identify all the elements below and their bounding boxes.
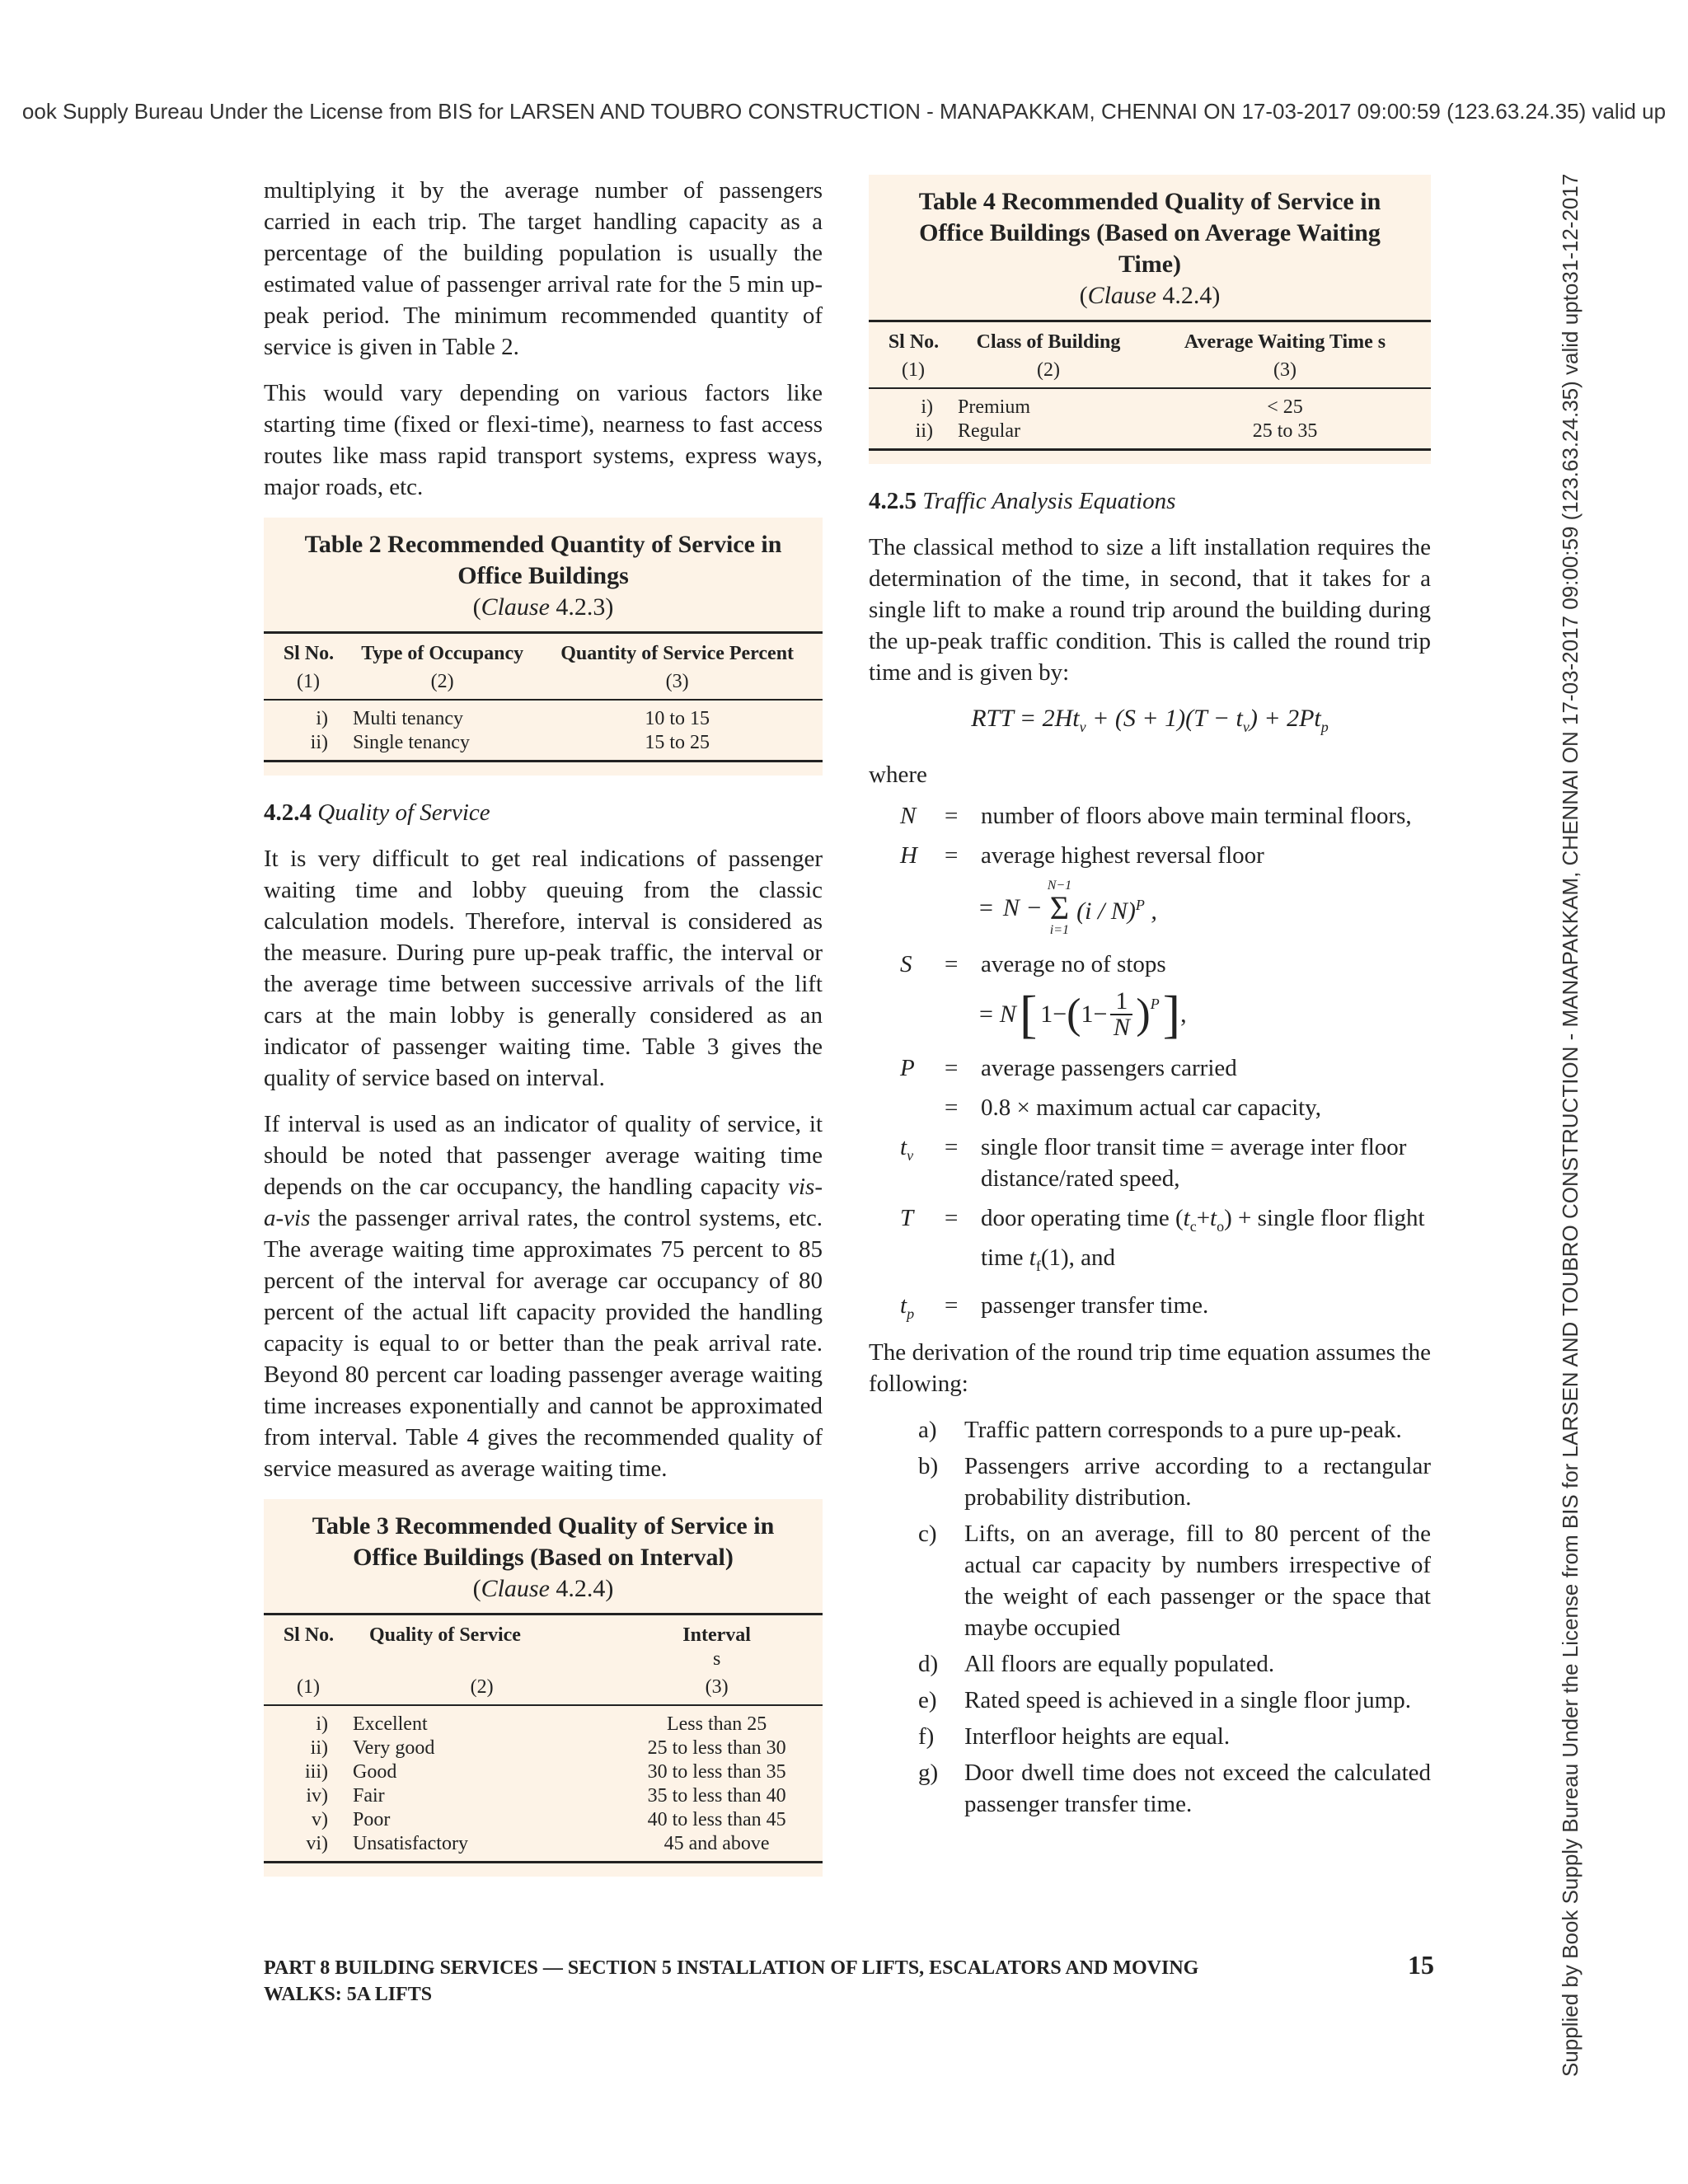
list-item: f) Interfloor heights are equal.: [918, 1723, 1231, 1750]
column-number: (2): [353, 667, 532, 700]
definition-S: S = average no of stops: [900, 951, 1166, 977]
column-number: (1): [869, 355, 958, 388]
column-number: (3): [611, 1672, 823, 1705]
paragraph: The classical method to size a lift installation requires the determination of the time, in second, that it takes for a single lift to make a round trip around the building during the up-peak traffic condition. This is called the round trip time and is given by:: [869, 534, 1431, 686]
table-row: i) Excellent Less than 25: [316, 1713, 767, 1735]
table-clause: (Clause 4.2.4): [1079, 282, 1221, 309]
definition-N: N = number of floors above main terminal floors,: [900, 803, 1412, 829]
column-header: Sl No.: [264, 633, 353, 668]
table-2: [264, 518, 823, 776]
column-header: Quality of Service: [353, 1615, 611, 1673]
list-item: d) All floors are equally populated.: [918, 1651, 1275, 1678]
page-number: 15: [1408, 1950, 1434, 1980]
list-item: c) Lifts, on an average, fill to 80 percent of the actual car capacity by numbers irrespective of the weight of each passenger or the space that maybe occupied: [918, 1521, 1431, 1642]
footer-text: PART 8 BUILDING SERVICES — SECTION 5 INSTALLATION OF LIFTS, ESCALATORS AND MOVING WALKS: 5A LIFTS: [264, 1957, 1199, 2005]
table-row: ii) Single tenancy 15 to 25: [264, 731, 823, 762]
definition-P-value: = 0.8 × maximum actual car capacity,: [945, 1094, 1322, 1121]
definition-H: H = average highest reversal floor: [900, 842, 1264, 869]
definition-P: P = average passengers carried: [900, 1055, 1237, 1081]
paragraph: multiplying it by the average number of passengers carried in each trip. The target handling capacity as a percentage of the building population is usually the estimated value of passenger arrival rate for the 5 min up-peak period. The minimum recommended quantity of service is given in Table 2.: [264, 177, 823, 360]
list-item: g) Door dwell time does not exceed the calculated passenger transfer time.: [918, 1760, 1431, 1818]
list-item: e) Rated speed is achieved in a single floor jump.: [918, 1687, 1411, 1714]
table-caption: Table 2 Recommended Quantity of Service in Office Buildings: [304, 531, 782, 589]
table-row: i) Multi tenancy 10 to 15: [316, 708, 710, 729]
paragraph: The derivation of the round trip time equation assumes the following:: [869, 1339, 1431, 1398]
list-item: a) Traffic pattern corresponds to a pure up-peak.: [918, 1417, 1402, 1444]
table-clause: (Clause 4.2.4): [472, 1575, 614, 1602]
right-column: [869, 175, 1431, 1825]
data-table: [869, 320, 1431, 451]
left-column: [264, 175, 823, 1891]
assumptions-list: [918, 1414, 1431, 1820]
column-number: (1): [264, 667, 353, 700]
definition-tp: $t_p$ = passenger transfer time.: [900, 1291, 1209, 1322]
where-label: where: [869, 762, 927, 788]
paragraph: If interval is used as an indicator of quality of service, it should be noted that passenger average waiting time depends on the car occupancy, the handling capacity vis-a-vis the passenger arrival rates, the control systems, etc. The average waiting time approximates 75 percent to 85 percent of the interval for average car occupancy of 80 percent of the actual lift capacity provided the handling capacity is equal to or better than the peak arrival rate. Beyond 80 percent car loading passenger average waiting time increases exponentially and cannot be approximated from interval. Table 4 gives the recommended quality of service measured as average waiting time.: [264, 1111, 823, 1482]
column-number: (2): [958, 355, 1139, 388]
column-header: Sl No.: [264, 1615, 353, 1673]
definition-tv: $t_v$ = single floor transit time = average inter floor distance/rated speed,: [900, 1134, 1407, 1192]
table-row: iii) Good 30 to less than 35: [305, 1761, 786, 1783]
column-header: Sl No.: [869, 321, 958, 356]
page-footer: [264, 1950, 1434, 2008]
definitions-list: [900, 800, 1431, 1329]
table-row: i) Premium < 25: [921, 396, 1303, 418]
definition-T: T = door operating time $(t_c+t_o)$ + single floor flight time $t_f(1)$, and: [900, 1205, 1425, 1274]
column-number: (3): [1139, 355, 1431, 388]
table-row: iv) Fair 35 to less than 40: [306, 1785, 786, 1807]
column-header: Quantity of Service Percent: [532, 633, 823, 668]
section-heading: 4.2.5 Traffic Analysis Equations: [869, 488, 1176, 514]
paragraph: It is very difficult to get real indications of passenger waiting time and lobby queuing from the classic calculation models. Therefore, interval is considered as the measure. During pure up-peak traffic, the interval or the average time between successive arrivals of the lift cars at the main lobby is generally considered as an indicator of passenger waiting time. Table 3 gives the quality of service based on interval.: [264, 846, 823, 1091]
column-header: Average Waiting Time s: [1139, 321, 1431, 356]
formula-H: = N − N−1 Σ i=1 (i / N)$^P$ ,: [979, 879, 1157, 937]
table-3: [264, 1499, 823, 1877]
watermark-right: Supplied by Book Supply Bureau Under the License from BIS for LARSEN AND TOUBRO CONSTRUCTION - MANAPAKKAM, CHENNAI ON 17-03-2017 09:00:59 (123.63.24.35) valid upto31-12-2017: [1558, 173, 1582, 2077]
rtt-equation: [869, 703, 1431, 743]
table-caption: Table 3 Recommended Quality of Service in Office Buildings (Based on Interval): [312, 1512, 775, 1571]
table-row: ii) Regular 25 to 35: [869, 419, 1431, 450]
section-heading: 4.2.4 Quality of Service: [264, 799, 490, 826]
data-table: [264, 631, 823, 762]
equation-render: RTT = $2Ht_v + (S + 1)(T - t_v) + 2Pt_p$: [971, 705, 1329, 735]
column-header: Interval s: [611, 1615, 823, 1673]
data-table: [264, 1613, 823, 1863]
watermark-top: ook Supply Bureau Under the License from BIS for LARSEN AND TOUBRO CONSTRUCTION - MANAPAKKAM, CHENNAI ON 17-03-2017 09:00:59 (123.63.24.35) valid up: [21, 99, 1667, 124]
table-row: ii) Very good 25 to less than 30: [310, 1737, 786, 1759]
table-4: [869, 175, 1431, 464]
column-number: (2): [353, 1672, 611, 1705]
column-number: (1): [264, 1672, 353, 1705]
list-item: b) Passengers arrive according to a rectangular probability distribution.: [918, 1453, 1431, 1511]
column-header: Type of Occupancy: [353, 633, 532, 668]
formula-S: = N [ 1− ( 1− $\frac{1}{N}$ ) $^P$ ] ,: [979, 985, 1187, 1043]
table-row: vi) Unsatisfactory 45 and above: [264, 1832, 823, 1863]
paragraph: This would vary depending on various factors like starting time (fixed or flexi-time), nearness to fast access routes like mass rapid transport systems, express ways, major roads, etc.: [264, 380, 823, 500]
column-number: (3): [532, 667, 823, 700]
column-header: Class of Building: [958, 321, 1139, 356]
table-caption: Table 4 Recommended Quality of Service in Office Buildings (Based on Average Waiting Time): [918, 188, 1381, 278]
table-row: v) Poor 40 to less than 45: [312, 1809, 786, 1830]
table-clause: (Clause 4.2.3): [472, 593, 614, 621]
